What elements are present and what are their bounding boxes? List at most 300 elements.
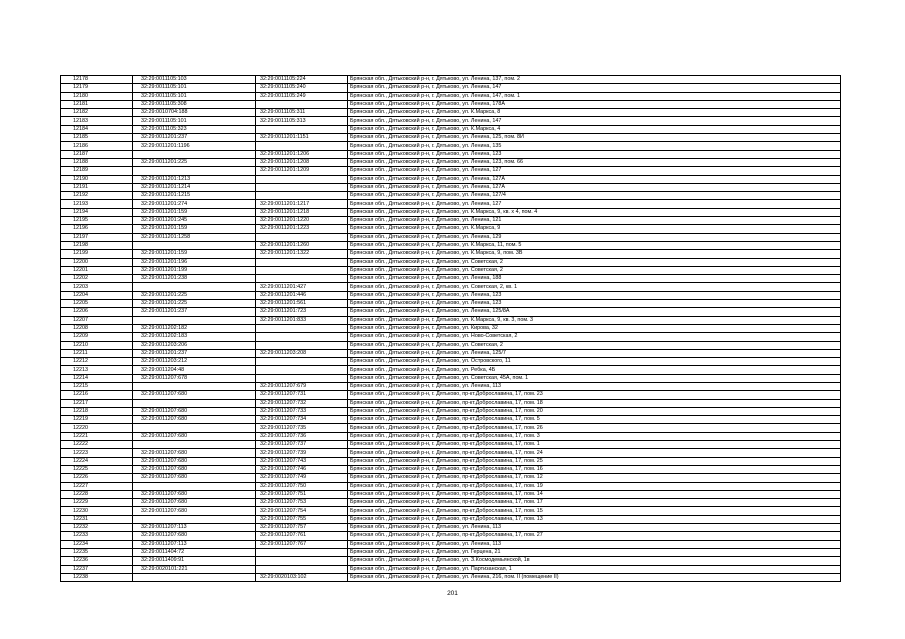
parcel-number-cell: 32:29:0011207:680: [133, 432, 256, 440]
row-number-cell: 12210: [61, 341, 133, 349]
object-number-cell: 32:29:0011207:755: [256, 515, 348, 523]
parcel-number-cell: 32:29:0011404:72: [133, 548, 256, 556]
address-cell: Брянская обл., Дятьковский р-н, г. Дятьково, ул. Партизанская, 1: [348, 565, 841, 573]
object-number-cell: 32:29:0011201:1206: [256, 150, 348, 158]
row-number-cell: 12207: [61, 316, 133, 324]
address-cell: Брянская обл., Дятьковский р-н, г. Дятьково, ул. Островского, 11: [348, 358, 841, 366]
table-row: [61, 366, 841, 374]
table-row: [61, 117, 841, 125]
object-number-cell: 32:29:0011207:761: [256, 532, 348, 540]
address-cell: Брянская обл., Дятьковский р-н, г. Дятьково, ул. Ленина, 123: [348, 300, 841, 308]
object-number-cell: [256, 565, 348, 573]
row-number-cell: 12218: [61, 407, 133, 415]
row-number-cell: 12215: [61, 382, 133, 390]
row-number-cell: 12182: [61, 109, 133, 117]
table-row: [61, 565, 841, 573]
address-cell: Брянская обл., Дятьковский р-н, г. Дятьково, ул. Советская, 2: [348, 341, 841, 349]
row-number-cell: 12216: [61, 391, 133, 399]
object-number-cell: [256, 358, 348, 366]
parcel-number-cell: 32:29:0011201:1213: [133, 175, 256, 183]
object-number-cell: 32:29:0011105:240: [256, 84, 348, 92]
parcel-number-cell: 32:29:0011207:680: [133, 416, 256, 424]
address-cell: Брянская обл., Дятьковский р-н, г. Дятьково, пр-кт.Доброславина, 17, пом. 23: [348, 391, 841, 399]
parcel-number-cell: 32:29:0011201:225: [133, 158, 256, 166]
table-row: [61, 441, 841, 449]
object-number-cell: [256, 125, 348, 133]
parcel-number-cell: 32:29:0011204:48: [133, 366, 256, 374]
object-number-cell: [256, 192, 348, 200]
address-cell: Брянская обл., Дятьковский р-н, г. Дятьково, ул. К.Маркса, 9: [348, 225, 841, 233]
parcel-number-cell: [133, 573, 256, 581]
parcel-number-cell: 32:29:0011201:1258: [133, 233, 256, 241]
parcel-number-cell: [133, 515, 256, 523]
row-number-cell: 12189: [61, 167, 133, 175]
row-number-cell: 12188: [61, 158, 133, 166]
table-row: [61, 167, 841, 175]
table-row: [61, 358, 841, 366]
parcel-number-cell: 32:29:0011207:680: [133, 449, 256, 457]
row-number-cell: 12205: [61, 300, 133, 308]
address-cell: Брянская обл., Дятьковский р-н, г. Дятьково, ул. К.Маркса, 9, кв. 3, пом. 3: [348, 316, 841, 324]
parcel-number-cell: 32:29:0010704:188: [133, 109, 256, 117]
table-row: [61, 134, 841, 142]
address-cell: Брянская обл., Дятьковский р-н, г. Дятьково, ул. Ленина, 127/4: [348, 192, 841, 200]
object-number-cell: 32:29:0011207:753: [256, 499, 348, 507]
parcel-number-cell: 32:29:0011207:113: [133, 540, 256, 548]
table-row: [61, 482, 841, 490]
object-number-cell: 32:29:0011201:561: [256, 300, 348, 308]
object-number-cell: [256, 266, 348, 274]
parcel-number-cell: 32:29:0011201:237: [133, 308, 256, 316]
address-cell: Брянская обл., Дятьковский р-н, г. Дятьково, ул. Ленина, 147: [348, 117, 841, 125]
row-number-cell: 12196: [61, 225, 133, 233]
table-row: [61, 92, 841, 100]
row-number-cell: 12195: [61, 217, 133, 225]
row-number-cell: 12234: [61, 540, 133, 548]
object-number-cell: 32:29:0011207:751: [256, 490, 348, 498]
table-row: [61, 557, 841, 565]
address-cell: Брянская обл., Дятьковский р-н, г. Дятьково, ул. Ленина, 113: [348, 524, 841, 532]
row-number-cell: 12231: [61, 515, 133, 523]
parcel-number-cell: 32:29:0011105:103: [133, 76, 256, 84]
parcel-number-cell: 32:29:0011201:237: [133, 134, 256, 142]
parcel-number-cell: 32:29:0011207:680: [133, 532, 256, 540]
address-cell: Брянская обл., Дятьковский р-н, г. Дятьково, пр-кт.Доброславина, 17, пом. 25: [348, 457, 841, 465]
table-row: [61, 499, 841, 507]
address-cell: Брянская обл., Дятьковский р-н, г. Дятьково, пр-кт.Доброславина, 17, пом. 27: [348, 532, 841, 540]
table-row: [61, 233, 841, 241]
row-number-cell: 12198: [61, 241, 133, 249]
row-number-cell: 12203: [61, 283, 133, 291]
parcel-number-cell: 32:29:0011201:1214: [133, 183, 256, 191]
object-number-cell: [256, 275, 348, 283]
object-number-cell: 32:29:0011207:739: [256, 449, 348, 457]
table-row: [61, 275, 841, 283]
object-number-cell: 32:29:0011207:679: [256, 382, 348, 390]
address-cell: Брянская обл., Дятьковский р-н, г. Дятьково, ул. Ленина, 216, пом. II (помещение II): [348, 573, 841, 581]
parcel-number-cell: 32:29:0011207:113: [133, 524, 256, 532]
object-number-cell: 32:29:0011105:224: [256, 76, 348, 84]
parcel-number-cell: 32:29:0011105:101: [133, 84, 256, 92]
object-number-cell: 32:29:0011201:1151: [256, 134, 348, 142]
table-row: [61, 490, 841, 498]
object-number-cell: [256, 233, 348, 241]
object-number-cell: 32:29:0011207:757: [256, 524, 348, 532]
object-number-cell: [256, 175, 348, 183]
table-row: [61, 457, 841, 465]
row-number-cell: 12185: [61, 134, 133, 142]
row-number-cell: 12238: [61, 573, 133, 581]
parcel-number-cell: 32:29:0011207:680: [133, 507, 256, 515]
address-cell: Брянская обл., Дятьковский р-н, г. Дятьково, ул. Советская, 2: [348, 266, 841, 274]
address-cell: Брянская обл., Дятьковский р-н, г. Дятьково, пр-кт.Доброславина, 17, пом. 18: [348, 399, 841, 407]
address-cell: Брянская обл., Дятьковский р-н, г. Дятьково, ул. Ленина, 123: [348, 291, 841, 299]
object-number-cell: 32:29:0011207:749: [256, 474, 348, 482]
row-number-cell: 12236: [61, 557, 133, 565]
parcel-number-cell: 32:29:0011201:237: [133, 349, 256, 357]
address-cell: Брянская обл., Дятьковский р-н, г. Дятьково, пр-кт.Доброславина, 17, пом. 26: [348, 424, 841, 432]
row-number-cell: 12197: [61, 233, 133, 241]
address-cell: Брянская обл., Дятьковский р-н, г. Дятьково, пр-кт.Доброславина, 17, пом. 15: [348, 507, 841, 515]
row-number-cell: 12190: [61, 175, 133, 183]
parcel-number-cell: 32:29:0020101:221: [133, 565, 256, 573]
object-number-cell: 32:29:0011105:311: [256, 109, 348, 117]
table-row: [61, 175, 841, 183]
parcel-number-cell: [133, 482, 256, 490]
row-number-cell: 12226: [61, 474, 133, 482]
address-cell: Брянская обл., Дятьковский р-н, г. Дятьково, ул. Ленина, 125/8А: [348, 308, 841, 316]
address-cell: Брянская обл., Дятьковский р-н, г. Дятьково, ул. Ленина, 127А: [348, 175, 841, 183]
table-row: [61, 416, 841, 424]
parcel-number-cell: [133, 424, 256, 432]
address-cell: Брянская обл., Дятьковский р-н, г. Дятьково, ул. Ново-Советская, 2: [348, 333, 841, 341]
table-row: [61, 515, 841, 523]
object-number-cell: 32:29:0011201:1322: [256, 250, 348, 258]
parcel-number-cell: 32:29:0011105:101: [133, 117, 256, 125]
table-row: [61, 324, 841, 332]
row-number-cell: 12178: [61, 76, 133, 84]
address-cell: Брянская обл., Дятьковский р-н, г. Дятьково, ул. Ребка, 4Б: [348, 366, 841, 374]
row-number-cell: 12235: [61, 548, 133, 556]
row-number-cell: 12211: [61, 349, 133, 357]
parcel-number-cell: 32:29:0011105:101: [133, 92, 256, 100]
parcel-number-cell: 32:29:0011203:212: [133, 358, 256, 366]
row-number-cell: 12229: [61, 499, 133, 507]
object-number-cell: 32:29:0011207:737: [256, 441, 348, 449]
address-cell: Брянская обл., Дятьковский р-н, г. Дятьково, ул. Ленина, 125/7: [348, 349, 841, 357]
address-cell: Брянская обл., Дятьковский р-н, г. Дятьково, ул. Герцена, 21: [348, 548, 841, 556]
parcel-number-cell: 32:29:0011201:245: [133, 217, 256, 225]
address-cell: Брянская обл., Дятьковский р-н, г. Дятьково, ул. К.Маркса, 9, пом. 3В: [348, 250, 841, 258]
table-row: [61, 125, 841, 133]
parcel-number-cell: 32:29:0011202:182: [133, 324, 256, 332]
row-number-cell: 12206: [61, 308, 133, 316]
row-number-cell: 12184: [61, 125, 133, 133]
address-cell: Брянская обл., Дятьковский р-н, г. Дятьково, ул. Ленина, 125, пом. 8И: [348, 134, 841, 142]
parcel-number-cell: 32:29:0011207:680: [133, 391, 256, 399]
table-row: [61, 432, 841, 440]
address-cell: Брянская обл., Дятьковский р-н, г. Дятьково, ул. К.Маркса, 11, пом. 5: [348, 241, 841, 249]
object-number-cell: 32:29:0011207:734: [256, 416, 348, 424]
address-cell: Брянская обл., Дятьковский р-н, г. Дятьково, пр-кт.Доброславина, 17, пом. 17: [348, 499, 841, 507]
table-row: [61, 407, 841, 415]
parcel-number-cell: 32:29:0011207:680: [133, 474, 256, 482]
table-row: [61, 349, 841, 357]
table-row: [61, 142, 841, 150]
object-number-cell: [256, 333, 348, 341]
object-number-cell: 32:29:0011105:249: [256, 92, 348, 100]
parcel-number-cell: 32:29:0011203:206: [133, 341, 256, 349]
address-cell: Брянская обл., Дятьковский р-н, г. Дятьково, ул. Ленина, 129: [348, 233, 841, 241]
address-cell: Брянская обл., Дятьковский р-н, г. Дятьково, ул. Ленина, 113: [348, 382, 841, 390]
address-cell: Брянская обл., Дятьковский р-н, г. Дятьково, пр-кт.Доброславина, 17, пом. 12: [348, 474, 841, 482]
parcel-number-cell: 32:29:0011201:196: [133, 258, 256, 266]
address-cell: Брянская обл., Дятьковский р-н, г. Дятьково, ул. Ленина, 127: [348, 200, 841, 208]
address-cell: Брянская обл., Дятьковский р-н, г. Дятьково, ул. З.Космодемьянской, 1в: [348, 557, 841, 565]
table-row: [61, 300, 841, 308]
parcel-number-cell: [133, 241, 256, 249]
registry-table: [60, 75, 841, 582]
table-row: [61, 258, 841, 266]
object-number-cell: 32:29:0011105:313: [256, 117, 348, 125]
registry-table-body: [61, 76, 841, 582]
parcel-number-cell: 32:29:0011207:680: [133, 490, 256, 498]
address-cell: Брянская обл., Дятьковский р-н, г. Дятьково, ул. Ленина, 178А: [348, 100, 841, 108]
row-number-cell: 12204: [61, 291, 133, 299]
table-row: [61, 391, 841, 399]
table-row: [61, 291, 841, 299]
object-number-cell: 32:29:0011207:735: [256, 424, 348, 432]
object-number-cell: 32:29:0011201:1260: [256, 241, 348, 249]
parcel-number-cell: 32:29:0011207:680: [133, 499, 256, 507]
parcel-number-cell: 32:29:0011201:159: [133, 250, 256, 258]
address-cell: Брянская обл., Дятьковский р-н, г. Дятьково, пр-кт.Доброславина, 17, пом. 3: [348, 432, 841, 440]
parcel-number-cell: [133, 167, 256, 175]
table-row: [61, 192, 841, 200]
object-number-cell: 32:29:0011207:750: [256, 482, 348, 490]
table-row: [61, 208, 841, 216]
table-row: [61, 333, 841, 341]
row-number-cell: 12221: [61, 432, 133, 440]
row-number-cell: 12201: [61, 266, 133, 274]
parcel-number-cell: 32:29:0011207:680: [133, 457, 256, 465]
parcel-number-cell: [133, 150, 256, 158]
table-row: [61, 109, 841, 117]
object-number-cell: 32:29:0011207:731: [256, 391, 348, 399]
object-number-cell: [256, 557, 348, 565]
parcel-number-cell: 32:29:0011201:159: [133, 225, 256, 233]
object-number-cell: [256, 341, 348, 349]
object-number-cell: 32:29:0011207:736: [256, 432, 348, 440]
address-cell: Брянская обл., Дятьковский р-н, г. Дятьково, пр-кт.Доброславина, 17, пом. 16: [348, 465, 841, 473]
row-number-cell: 12180: [61, 92, 133, 100]
table-row: [61, 283, 841, 291]
parcel-number-cell: [133, 441, 256, 449]
table-row: [61, 532, 841, 540]
object-number-cell: 32:29:0011201:723: [256, 308, 348, 316]
address-cell: Брянская обл., Дятьковский р-н, г. Дятьково, пр-кт.Доброславина, 17, пом. 1: [348, 441, 841, 449]
table-row: [61, 200, 841, 208]
table-row: [61, 266, 841, 274]
object-number-cell: 32:29:0011201:1218: [256, 208, 348, 216]
parcel-number-cell: [133, 382, 256, 390]
object-number-cell: [256, 374, 348, 382]
address-cell: Брянская обл., Дятьковский р-н, г. Дятьково, ул. К.Маркса, 8: [348, 109, 841, 117]
table-row: [61, 241, 841, 249]
row-number-cell: 12191: [61, 183, 133, 191]
row-number-cell: 12194: [61, 208, 133, 216]
table-row: [61, 100, 841, 108]
address-cell: Брянская обл., Дятьковский р-н, г. Дятьково, ул. Ленина, 123: [348, 150, 841, 158]
table-row: [61, 158, 841, 166]
table-row: [61, 524, 841, 532]
address-cell: Брянская обл., Дятьковский р-н, г. Дятьково, пр-кт.Доброславина, 17, пом. 14: [348, 490, 841, 498]
table-row: [61, 540, 841, 548]
parcel-number-cell: 32:29:0011105:323: [133, 125, 256, 133]
row-number-cell: 12214: [61, 374, 133, 382]
table-row: [61, 76, 841, 84]
page-number: 201: [447, 590, 458, 597]
address-cell: Брянская обл., Дятьковский р-н, г. Дятьково, ул. Ленина, 127: [348, 167, 841, 175]
table-row: [61, 449, 841, 457]
object-number-cell: [256, 366, 348, 374]
row-number-cell: 12181: [61, 100, 133, 108]
table-row: [61, 573, 841, 581]
row-number-cell: 12209: [61, 333, 133, 341]
row-number-cell: 12193: [61, 200, 133, 208]
parcel-number-cell: 32:29:0011207:680: [133, 407, 256, 415]
parcel-number-cell: 32:29:0011409:91: [133, 557, 256, 565]
table-row: [61, 507, 841, 515]
row-number-cell: 12228: [61, 490, 133, 498]
table-row: [61, 548, 841, 556]
parcel-number-cell: 32:29:0011202:183: [133, 333, 256, 341]
address-cell: Брянская обл., Дятьковский р-н, г. Дятьково, пр-кт.Доброславина, 17, пом. 19: [348, 482, 841, 490]
address-cell: Брянская обл., Дятьковский р-н, г. Дятьково, пр-кт.Доброславина, 17, пом. 24: [348, 449, 841, 457]
row-number-cell: 12219: [61, 416, 133, 424]
row-number-cell: 12202: [61, 275, 133, 283]
address-cell: Брянская обл., Дятьковский р-н, г. Дятьково, ул. Ленина, 113: [348, 540, 841, 548]
row-number-cell: 12179: [61, 84, 133, 92]
address-cell: Брянская обл., Дятьковский р-н, г. Дятьково, ул. Ленина, 147, пом. 1: [348, 92, 841, 100]
parcel-number-cell: 32:29:0011201:1196: [133, 142, 256, 150]
parcel-number-cell: 32:29:0011201:274: [133, 200, 256, 208]
parcel-number-cell: 32:29:0011201:199: [133, 266, 256, 274]
parcel-number-cell: 32:29:0011201:159: [133, 208, 256, 216]
address-cell: Брянская обл., Дятьковский р-н, г. Дятьково, ул. Ленина, 121: [348, 217, 841, 225]
object-number-cell: 32:29:0011201:1220: [256, 217, 348, 225]
address-cell: Брянская обл., Дятьковский р-н, г. Дятьково, ул. Ленина, 135: [348, 142, 841, 150]
object-number-cell: 32:29:0011207:733: [256, 407, 348, 415]
table-row: [61, 316, 841, 324]
object-number-cell: 32:29:0011201:427: [256, 283, 348, 291]
table-row: [61, 399, 841, 407]
address-cell: Брянская обл., Дятьковский р-н, г. Дятьково, ул. Ленина, 188: [348, 275, 841, 283]
table-row: [61, 217, 841, 225]
address-cell: Брянская обл., Дятьковский р-н, г. Дятьково, ул. К.Маркса, 4: [348, 125, 841, 133]
parcel-number-cell: [133, 316, 256, 324]
row-number-cell: 12224: [61, 457, 133, 465]
object-number-cell: 32:29:0011201:1217: [256, 200, 348, 208]
table-row: [61, 225, 841, 233]
row-number-cell: 12220: [61, 424, 133, 432]
parcel-number-cell: 32:29:0011201:225: [133, 291, 256, 299]
row-number-cell: 12212: [61, 358, 133, 366]
row-number-cell: 12187: [61, 150, 133, 158]
row-number-cell: 12192: [61, 192, 133, 200]
object-number-cell: [256, 100, 348, 108]
object-number-cell: 32:29:0011207:767: [256, 540, 348, 548]
parcel-number-cell: 32:29:0011201:225: [133, 300, 256, 308]
address-cell: Брянская обл., Дятьковский р-н, г. Дятьково, ул. Советская, 2: [348, 258, 841, 266]
address-cell: Брянская обл., Дятьковский р-н, г. Дятьково, ул. К.Маркса, 9, кв. х 4, пом. 4: [348, 208, 841, 216]
object-number-cell: [256, 142, 348, 150]
object-number-cell: 32:29:0011207:732: [256, 399, 348, 407]
object-number-cell: 32:29:0011201:446: [256, 291, 348, 299]
row-number-cell: 12208: [61, 324, 133, 332]
table-row: [61, 250, 841, 258]
table-row: [61, 341, 841, 349]
row-number-cell: 12222: [61, 441, 133, 449]
row-number-cell: 12186: [61, 142, 133, 150]
object-number-cell: 32:29:0011201:1209: [256, 167, 348, 175]
table-row: [61, 374, 841, 382]
object-number-cell: [256, 258, 348, 266]
address-cell: Брянская обл., Дятьковский р-н, г. Дятьково, ул. Кирова, 32: [348, 324, 841, 332]
table-row: [61, 183, 841, 191]
row-number-cell: 12223: [61, 449, 133, 457]
parcel-number-cell: 32:29:0011201:238: [133, 275, 256, 283]
row-number-cell: 12225: [61, 465, 133, 473]
parcel-number-cell: 32:29:0011207:678: [133, 374, 256, 382]
object-number-cell: 32:29:0011207:754: [256, 507, 348, 515]
table-row: [61, 424, 841, 432]
object-number-cell: 32:29:0011201:833: [256, 316, 348, 324]
address-cell: Брянская обл., Дятьковский р-н, г. Дятьково, ул. Ленина, 147: [348, 84, 841, 92]
object-number-cell: [256, 183, 348, 191]
address-cell: Брянская обл., Дятьковский р-н, г. Дятьково, ул. Ленина, 123, пом. 66: [348, 158, 841, 166]
row-number-cell: 12230: [61, 507, 133, 515]
address-cell: Брянская обл., Дятьковский р-н, г. Дятьково, ул. Ленина, 127А: [348, 183, 841, 191]
row-number-cell: 12232: [61, 524, 133, 532]
row-number-cell: 12233: [61, 532, 133, 540]
table-row: [61, 84, 841, 92]
address-cell: Брянская обл., Дятьковский р-н, г. Дятьково, ул. Советская, 45А, пом. 1: [348, 374, 841, 382]
object-number-cell: 32:29:0020103:102: [256, 573, 348, 581]
parcel-number-cell: 32:29:0011207:680: [133, 465, 256, 473]
object-number-cell: 32:29:0011201:1208: [256, 158, 348, 166]
object-number-cell: 32:29:0011201:1223: [256, 225, 348, 233]
table-row: [61, 382, 841, 390]
row-number-cell: 12199: [61, 250, 133, 258]
address-cell: Брянская обл., Дятьковский р-н, г. Дятьково, пр-кт.Доброславина, 17, пом. 20: [348, 407, 841, 415]
object-number-cell: 32:29:0011207:746: [256, 465, 348, 473]
row-number-cell: 12200: [61, 258, 133, 266]
object-number-cell: 32:29:0011203:208: [256, 349, 348, 357]
parcel-number-cell: 32:29:0011201:1215: [133, 192, 256, 200]
row-number-cell: 12213: [61, 366, 133, 374]
parcel-number-cell: [133, 283, 256, 291]
row-number-cell: 12217: [61, 399, 133, 407]
row-number-cell: 12227: [61, 482, 133, 490]
table-row: [61, 465, 841, 473]
object-number-cell: 32:29:0011207:743: [256, 457, 348, 465]
row-number-cell: 12183: [61, 117, 133, 125]
address-cell: Брянская обл., Дятьковский р-н, г. Дятьково, ул. Ленина, 137, пом. 2: [348, 76, 841, 84]
parcel-number-cell: [133, 399, 256, 407]
table-row: [61, 150, 841, 158]
address-cell: Брянская обл., Дятьковский р-н, г. Дятьково, пр-кт.Доброславина, 17, пом. 13: [348, 515, 841, 523]
